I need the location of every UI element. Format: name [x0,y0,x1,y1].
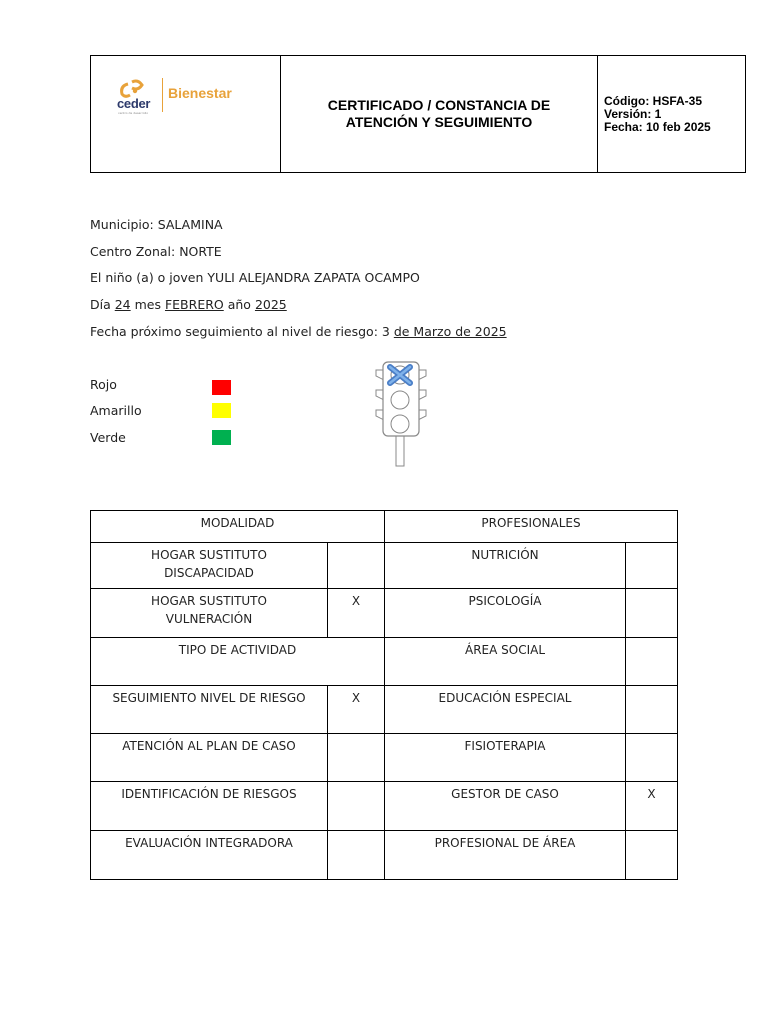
row-left-mark [328,782,385,831]
row-right-label: FISIOTERAPIA [385,734,626,782]
document-date: Fecha: 10 feb 2025 [604,119,711,134]
table-row [91,638,678,686]
seguimiento-line [90,324,507,339]
table-row [91,589,678,638]
legend-label-rojo: Rojo [90,377,117,392]
row-left-mark [328,831,385,880]
logo-tagline: centro de desarrollo [118,111,149,115]
row-right-label: ÁREA SOCIAL [385,638,626,686]
dia-value: 24 [114,297,131,312]
row-left-label: EVALUACIÓN INTEGRADORA [91,831,328,880]
activity-table [90,510,678,880]
row-right-mark: X [626,782,678,831]
table-row [91,543,678,589]
legend-swatch-amarillo [212,403,231,418]
nino-line [90,270,420,285]
table-row [91,831,678,880]
fecha-line [90,297,287,312]
seguimiento-value: de Marzo de 2025 [393,324,507,339]
row-right-label: PROFESIONAL DE ÁREA [385,831,626,880]
document-header [90,55,746,173]
anio-label: año [223,297,255,312]
row-right-mark [626,638,678,686]
row-right-label: NUTRICIÓN [385,543,626,589]
nino-label: El niño (a) o joven [90,270,208,285]
logo-brand-text: ceder [117,96,151,111]
document-code: Código: HSFA-35 [604,93,702,108]
mes-label: mes [130,297,165,312]
row-left-mark [328,734,385,782]
modalidad-header: MODALIDAD [91,511,385,543]
traffic-light-icon [372,358,430,470]
centro-zonal-line [90,244,222,259]
document-title [281,56,598,172]
centro-zonal-value: NORTE [179,244,222,259]
row-left-label: SEGUIMIENTO NIVEL DE RIESGO [91,686,328,734]
mes-value: FEBRERO [164,297,224,312]
logo-separator [162,78,163,112]
municipio-line [90,217,223,232]
legend-label-amarillo: Amarillo [90,403,142,418]
row-left-mark: X [328,686,385,734]
row-right-label: GESTOR DE CASO [385,782,626,831]
row-left-mark: X [328,589,385,638]
legend-swatch-rojo [212,380,231,395]
row-right-mark [626,589,678,638]
row-right-label: EDUCACIÓN ESPECIAL [385,686,626,734]
logo-product-text: Bienestar [168,85,232,101]
tipo-actividad-header: TIPO DE ACTIVIDAD [91,638,385,686]
municipio-value: SALAMINA [157,217,223,232]
document-version: Versión: 1 [604,106,662,121]
table-row [91,686,678,734]
row-left-label: ATENCIÓN AL PLAN DE CASO [91,734,328,782]
document-code-cell [598,56,745,172]
title-line-1: CERTIFICADO / CONSTANCIA DE [327,97,551,113]
row-right-mark [626,686,678,734]
row-right-label: PSICOLOGÍA [385,589,626,638]
logo-cell [91,56,281,172]
title-line-2: ATENCIÓN Y SEGUIMIENTO [345,114,533,130]
row-left-label: HOGAR SUSTITUTO VULNERACIÓN [91,589,328,638]
centro-zonal-label: Centro Zonal: [90,244,180,259]
table-header-row [91,511,678,543]
dia-label: Día [90,297,115,312]
anio-value: 2025 [254,297,287,312]
row-right-mark [626,734,678,782]
row-right-mark [626,831,678,880]
row-left-mark [328,543,385,589]
row-left-label: IDENTIFICACIÓN DE RIESGOS [91,782,328,831]
table-row [91,782,678,831]
seguimiento-label: Fecha próximo seguimiento al nivel de riesgo: 3 [90,324,394,339]
table-row [91,734,678,782]
legend-swatch-verde [212,430,231,445]
municipio-label: Municipio: [90,217,158,232]
nino-value: YULI ALEJANDRA ZAPATA OCAMPO [207,270,420,285]
row-left-label: HOGAR SUSTITUTO DISCAPACIDAD [91,543,328,589]
legend-label-verde: Verde [90,430,126,445]
profesionales-header: PROFESIONALES [385,511,678,543]
row-right-mark [626,543,678,589]
